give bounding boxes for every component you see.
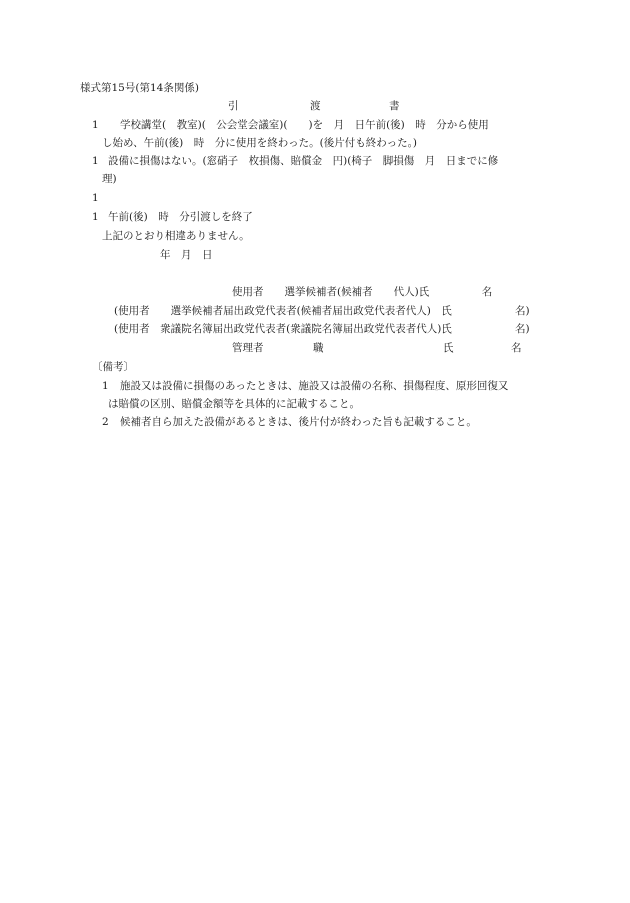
form-label: 様式第15号(第14条関係) xyxy=(80,82,199,94)
remarks-heading: 〔備考〕 xyxy=(92,361,134,373)
remark-1-line-2: は賠償の区別、賠償金額等を具体的に記載すること。 xyxy=(108,398,360,410)
user-signature-line: 使用者 選挙候補者(候補者 代人)氏 名 xyxy=(232,286,493,298)
remark-1-line-1: 施設又は設備に損傷のあったときは、施設又は設備の名称、損傷程度、原形回復又 xyxy=(120,380,509,392)
manager-label: 管理者 xyxy=(232,342,264,354)
user-alt-signature-line-2: (使用者 衆議院名簿届出政党代表者(衆議院名簿届出政党代表者代人)氏 xyxy=(114,323,452,335)
title-char-1: 引 xyxy=(228,100,239,112)
item-4-number: 1 xyxy=(92,211,99,223)
remark-2-number: 2 xyxy=(102,416,109,428)
manager-title-label: 職 xyxy=(313,342,324,354)
manager-name-suffix: 名 xyxy=(511,342,522,354)
confirmation-text: 上記のとおり相違ありません。 xyxy=(102,230,250,242)
title-char-2: 渡 xyxy=(310,100,321,112)
date-line: 年 月 日 xyxy=(160,249,213,261)
item-2-text-line-2: 理) xyxy=(102,173,117,185)
item-2-number: 1 xyxy=(92,155,99,167)
remark-1-number: 1 xyxy=(102,380,109,392)
item-2-text-line-1: 設備に損傷はない。(窓硝子 枚損傷、賠償金 円)(椅子 脚損傷 月 日までに修 xyxy=(108,155,499,167)
user-alt-signature-suffix-1: 名) xyxy=(515,305,530,317)
item-4-text: 午前(後) 時 分引渡しを終了 xyxy=(108,211,253,223)
item-1-text-line-2: し始め、午前(後) 時 分に使用を終わった。(後片付も終わった。) xyxy=(102,137,418,149)
remark-2-line-1: 候補者自ら加えた設備があるときは、後片付が終わった旨も記載すること。 xyxy=(120,416,477,428)
item-1-text-line-1: 学校講堂( 教室)( 公会堂会議室)( )を 月 日午前(後) 時 分から使用 xyxy=(120,119,489,131)
user-alt-signature-suffix-2: 名) xyxy=(515,323,530,335)
item-1-number: 1 xyxy=(92,119,99,131)
item-3-number: 1 xyxy=(92,192,99,204)
user-alt-signature-line-1: (使用者 選挙候補者届出政党代表者(候補者届出政党代表者代人) 氏 xyxy=(114,305,452,317)
title-char-3: 書 xyxy=(389,100,400,112)
manager-name-label: 氏 xyxy=(443,342,454,354)
